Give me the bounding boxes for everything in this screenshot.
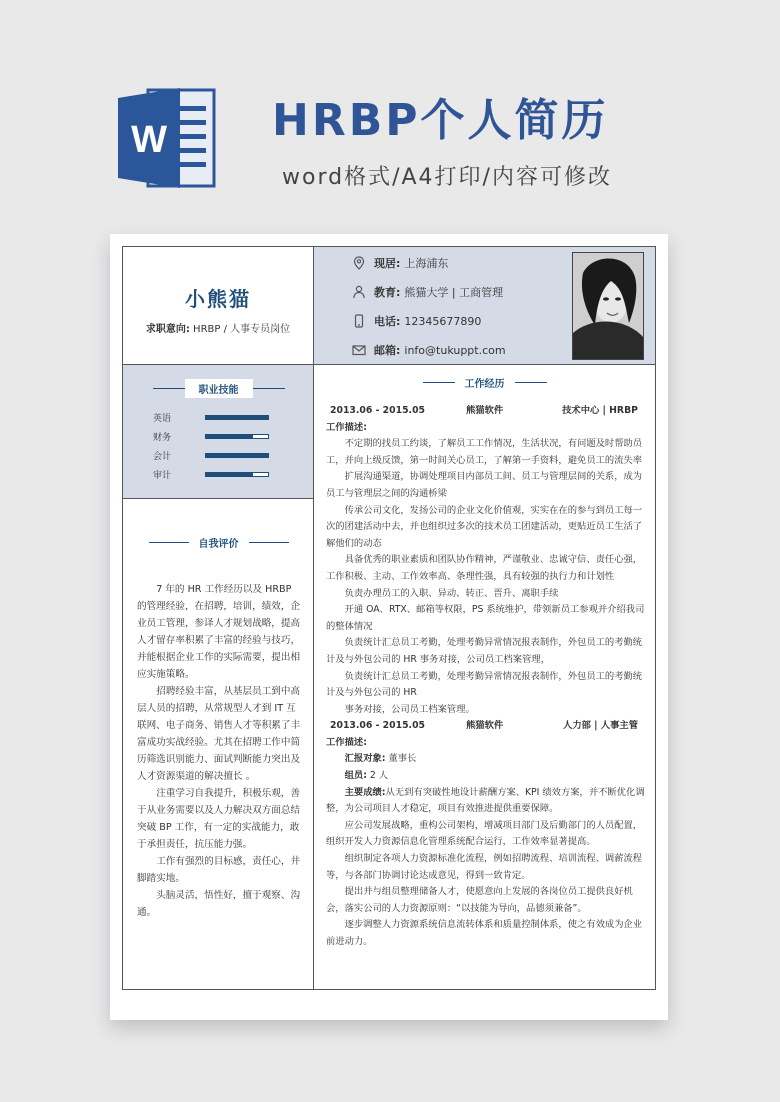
banner-title: HRBP个人简历 [272,95,609,146]
graduation-cap-icon [352,285,366,299]
skill-bar [205,472,269,477]
self-eval-paragraph: 7 年的 HR 工作经历以及 HRBP 的管理经验，在招聘，培训，绩效，企业员工管理，参译人才规划战略，提高人才留存率积累了丰富的经验与技巧，并能根据企业工作的实际需要，提出相应实施策略。 [137,584,301,680]
work-text [326,403,648,951]
mail-icon [352,343,366,357]
work-heading: 工作经历 [314,375,655,390]
job-paragraph: 负责统计汇总员工考勤，处理考勤异常情况报表制作，外包员工的考勤统计及与外包公司的 HR 事务对接，公司员工档案管理， [326,637,643,665]
achievements: 主要成绩:从无到有突破性地设计薪酬方案、KPI 绩效方案，并不断优化调整，为公司项目人才稳定，项目有效推进提供重要保障。 [326,786,645,815]
objective-label: 求职意向: [145,324,190,335]
skill-bar [205,453,269,458]
job-period: 2013.06 - 2015.05 [330,405,426,416]
job-paragraph: 逐步调整人力资源系统信息流转体系和质量控制体系，使之有效成为企业前进动力。 [326,919,643,947]
contact-phone: 电话: 12345677890 [352,313,481,329]
word-icon-letter: W [131,119,167,161]
job-header [326,718,648,735]
skill-bar [205,415,269,420]
word-document-icon [114,84,222,192]
job-objective [123,320,313,335]
job-header [326,403,648,420]
job-paragraph: 扩展沟通渠道，协调处理项目内部员工间、员工与管理层间的关系，成为员工与管理层之间的沟通桥梁 [326,471,643,499]
job-desc-label: 工作描述: [326,421,367,433]
skills-section [123,365,314,499]
contact-location-value: 上海浦东 [404,257,449,270]
resume-page [110,234,668,1020]
job-company: 熊猫软件 [466,720,504,732]
job-paragraph: 负责办理员工的入职、异动、转正、晋升、离职手续 [344,587,559,599]
portrait-image [573,253,643,359]
skill-row: 英语 [153,411,269,424]
contact-panel [314,247,655,365]
job-paragraph: 负责统计汇总员工考勤，处理考勤异常情况报表制作，外包员工的考勤统计及与外包公司的 HR [326,670,643,699]
self-eval-heading: 自我评价 [123,535,314,550]
job-company: 熊猫软件 [466,405,504,416]
self-eval-paragraph: 注重学习自我提升，积极乐观，善于从业务需要以及人力解决双方面总结突破 BP 工作，有一定的实战能力，敢于承担责任，抗压能力强。 [137,788,301,850]
banner-subtitle: word格式/A4打印/内容可修改 [282,165,612,190]
self-eval-paragraph: 招聘经验丰富，从基层员工到中高层人员的招聘，从常规型人才到 IT 互联网、电子商务、销售人才等积累了丰富成功实战经验。尤其在招聘工作中简历筛选识别能力、面试判断能力突出及人才资源渠道的解决擅长 。 [137,686,301,782]
job-paragraph: 传承公司文化，发扬公司的企业文化价值观，实实在在的参与到员工每一次的团建活动中去，并也组织过多次的技术员工团建活动，更贴近员工生活了解他们的动态 [326,504,643,549]
skill-row: 财务 [153,430,269,443]
candidate-name: 小熊猫 [185,287,251,311]
job-paragraph: 提出并与组员整理储备人才，使愿意向上发展的各岗位员工提供良好机会，落实公司的人力资源原则：“以技能为导向，品德须兼备”。 [326,886,633,914]
contact-education-value: 熊猫大学 | 工商管理 [404,286,504,299]
contact-email-value[interactable]: info@tukuppt.com [404,343,506,357]
skill-row: 会计 [153,449,269,462]
contact-email: 邮箱: info@tukuppt.com [352,342,506,358]
self-eval-paragraph: 头脑灵活，悟性好，擅于观察、沟通。 [137,890,301,918]
job-paragraph: 不定期的找员工约谈，了解员工工作情况，生活状况，有问题及时帮助员工，并向上级反馈，第一时间关心员工，了解第一手资料，避免员工的流失率 [326,438,643,466]
job-paragraph: 具备优秀的职业素质和团队协作精神，严谨敬业、忠诚守信、责任心强，工作积极、主动、工作效率高、条理性强，具有较强的执行力和计划性 [326,554,643,582]
job-period: 2013.06 - 2015.05 [330,720,426,732]
self-evaluation-section [123,499,314,989]
contact-phone-value: 12345677890 [404,314,482,328]
banner [0,0,780,230]
profile-photo [572,252,644,360]
team-size: 组员: 2 人 [344,770,389,782]
job-paragraph: 应公司发展战略，重构公司架构，增减项目部门及后勤部门的人员配置，组织开发人力资源信息化管理系统配合运行，工作效率显著提高。 [326,819,643,848]
resume-frame [122,246,656,990]
skills-heading: 职业技能 [123,379,314,398]
skill-row: 审计 [153,468,269,481]
location-icon [352,256,366,270]
self-eval-text [137,581,301,921]
work-experience-section [314,365,655,989]
self-eval-paragraph: 工作有强烈的目标感，责任心，井脚踏实地。 [137,856,301,884]
job-paragraph: 组织制定各项人力资源标准化流程，例如招聘流程、培训流程、调薪流程等，与各部门协调讨论达成意见，得到一致肯定。 [326,853,643,881]
job-desc-label: 工作描述: [326,736,367,748]
job-position: 技术中心 | HRBP [562,405,638,416]
skill-bar [205,434,269,439]
contact-education: 教育: 熊猫大学 | 工商管理 [352,284,503,300]
job-position: 人力部 | 人事主管 [563,720,638,732]
objective-value: HRBP / 人事专员岗位 [193,324,291,335]
report-to: 汇报对象: 董事长 [344,753,417,765]
job-paragraph: 开通 OA、RTX、邮箱等权限，PS 系统维护，带领新员工参观并介绍我司的整体情况 [326,604,645,632]
job-paragraph: 事务对接，公司员工档案管理。 [344,703,475,715]
phone-icon [352,314,366,328]
contact-location: 现居: 上海浦东 [352,255,448,271]
name-box [123,247,314,365]
